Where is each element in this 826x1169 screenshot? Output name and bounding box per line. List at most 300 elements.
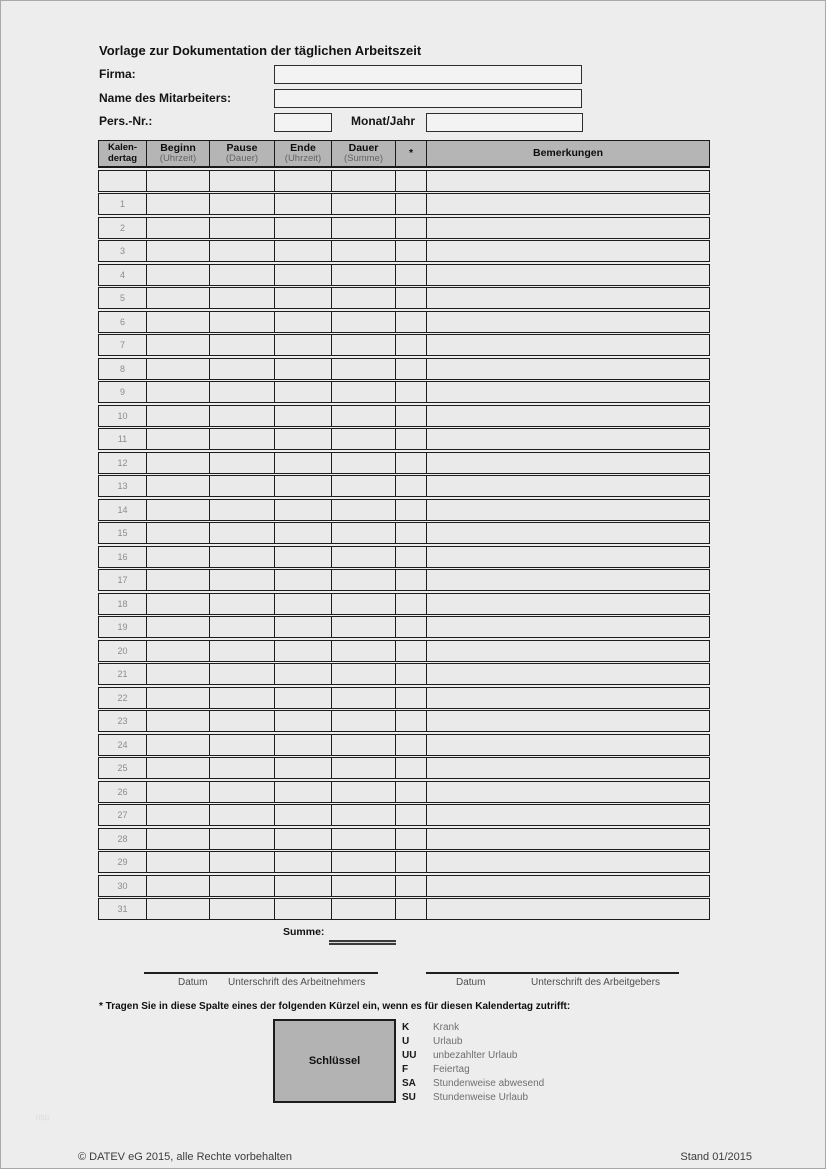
- name-mitarbeiter-input[interactable]: [274, 89, 582, 108]
- day-number-cell: 19: [99, 617, 147, 637]
- day-number-cell: 4: [99, 265, 147, 285]
- pause-entry-cell[interactable]: [210, 688, 275, 708]
- dauer-entry-cell[interactable]: [332, 852, 396, 872]
- kuerzel-entry-cell[interactable]: [396, 641, 427, 661]
- pause-entry-cell[interactable]: [210, 500, 275, 520]
- ende-entry-cell[interactable]: [275, 406, 332, 426]
- bemerkungen-entry-cell[interactable]: [427, 312, 709, 332]
- kuerzel-entry-cell[interactable]: [396, 594, 427, 614]
- summe-label: Summe:: [283, 926, 325, 938]
- pause-entry-cell[interactable]: [210, 288, 275, 308]
- legend-code: SU: [402, 1091, 416, 1103]
- kuerzel-entry-cell[interactable]: [396, 711, 427, 731]
- table-row-day-1: [98, 193, 710, 215]
- legend-description: Stundenweise abwesend: [433, 1077, 545, 1089]
- legend-code: U: [402, 1035, 410, 1047]
- pause-entry-cell[interactable]: [210, 594, 275, 614]
- col-header-asterisk: *: [396, 141, 427, 166]
- table-row-day-18: [98, 593, 710, 615]
- pause-entry-cell[interactable]: [210, 453, 275, 473]
- ende-entry-cell[interactable]: [275, 547, 332, 567]
- bemerkungen-entry-cell[interactable]: [427, 688, 709, 708]
- day-number-cell: 6: [99, 312, 147, 332]
- kuerzel-entry-cell[interactable]: [396, 852, 427, 872]
- legend-description: unbezahlter Urlaub: [433, 1049, 518, 1061]
- legend-item-U: [402, 1034, 652, 1048]
- table-row-day-26: [98, 781, 710, 803]
- signature-line-arbeitgeber[interactable]: [426, 972, 679, 974]
- table-row-day-6: [98, 311, 710, 333]
- dauer-entry-cell[interactable]: [332, 829, 396, 849]
- pause-entry-cell[interactable]: [210, 429, 275, 449]
- beginn-entry-cell[interactable]: [147, 265, 210, 285]
- day-number-cell: 25: [99, 758, 147, 778]
- ende-entry-cell[interactable]: [275, 711, 332, 731]
- kuerzel-entry-cell[interactable]: [396, 406, 427, 426]
- beginn-entry-cell[interactable]: [147, 876, 210, 896]
- kuerzel-entry-cell[interactable]: [396, 735, 427, 755]
- version-text: Stand 01/2015: [680, 1151, 752, 1163]
- kuerzel-entry-cell[interactable]: [396, 429, 427, 449]
- beginn-entry-cell[interactable]: [147, 711, 210, 731]
- table-row-day-2: [98, 217, 710, 239]
- ende-entry-cell[interactable]: [275, 429, 332, 449]
- ende-entry-cell[interactable]: [275, 453, 332, 473]
- table-row-day-24: [98, 734, 710, 756]
- pause-entry-cell[interactable]: [210, 171, 275, 191]
- beginn-entry-cell[interactable]: [147, 617, 210, 637]
- kuerzel-entry-cell[interactable]: [396, 288, 427, 308]
- day-number-cell: 22: [99, 688, 147, 708]
- pause-entry-cell[interactable]: [210, 852, 275, 872]
- kuerzel-entry-cell[interactable]: [396, 241, 427, 261]
- legend-code: SA: [402, 1077, 416, 1089]
- kuerzel-entry-cell[interactable]: [396, 829, 427, 849]
- table-row-blank: [98, 170, 710, 192]
- table-row-day-14: [98, 499, 710, 521]
- table-header-row: [98, 140, 710, 168]
- table-row-day-13: [98, 475, 710, 497]
- beginn-entry-cell[interactable]: [147, 335, 210, 355]
- pause-entry-cell[interactable]: [210, 876, 275, 896]
- col-header-pause: Pause (Dauer): [210, 141, 275, 166]
- beginn-entry-cell[interactable]: [147, 735, 210, 755]
- ende-entry-cell[interactable]: [275, 782, 332, 802]
- day-number-cell: 30: [99, 876, 147, 896]
- pause-entry-cell[interactable]: [210, 664, 275, 684]
- legend-item-F: [402, 1062, 652, 1076]
- day-number-cell: [99, 171, 147, 191]
- table-row-day-31: [98, 898, 710, 920]
- bemerkungen-entry-cell[interactable]: [427, 735, 709, 755]
- ende-entry-cell[interactable]: [275, 171, 332, 191]
- dauer-entry-cell[interactable]: [332, 711, 396, 731]
- table-body: [98, 170, 710, 921]
- ende-entry-cell[interactable]: [275, 852, 332, 872]
- kuerzel-entry-cell[interactable]: [396, 876, 427, 896]
- pause-entry-cell[interactable]: [210, 194, 275, 214]
- table-row-day-25: [98, 757, 710, 779]
- day-number-cell: 8: [99, 359, 147, 379]
- bemerkungen-entry-cell[interactable]: [427, 241, 709, 261]
- ende-entry-cell[interactable]: [275, 288, 332, 308]
- dauer-entry-cell[interactable]: [332, 359, 396, 379]
- table-row-day-22: [98, 687, 710, 709]
- ende-entry-cell[interactable]: [275, 617, 332, 637]
- day-number-cell: 3: [99, 241, 147, 261]
- dauer-entry-cell[interactable]: [332, 641, 396, 661]
- bemerkungen-entry-cell[interactable]: [427, 829, 709, 849]
- col-header-beginn: Beginn (Uhrzeit): [147, 141, 210, 166]
- ende-entry-cell[interactable]: [275, 876, 332, 896]
- ende-entry-cell[interactable]: [275, 335, 332, 355]
- kuerzel-entry-cell[interactable]: [396, 500, 427, 520]
- ende-entry-cell[interactable]: [275, 312, 332, 332]
- dauer-entry-cell[interactable]: [332, 876, 396, 896]
- firma-input[interactable]: [274, 65, 582, 84]
- day-number-cell: 2: [99, 218, 147, 238]
- col-header-bemerkungen: Bemerkungen: [532, 147, 604, 160]
- ende-entry-cell[interactable]: [275, 194, 332, 214]
- day-number-cell: 27: [99, 805, 147, 825]
- datum-label-left: Datum: [178, 977, 208, 988]
- persnr-input[interactable]: [274, 113, 332, 132]
- dauer-entry-cell[interactable]: [332, 805, 396, 825]
- bemerkungen-entry-cell[interactable]: [427, 359, 709, 379]
- pause-entry-cell[interactable]: [210, 617, 275, 637]
- bemerkungen-entry-cell[interactable]: [427, 664, 709, 684]
- day-number-cell: 11: [99, 429, 147, 449]
- day-number-cell: 20: [99, 641, 147, 661]
- pause-entry-cell[interactable]: [210, 382, 275, 402]
- bemerkungen-entry-cell[interactable]: [427, 218, 709, 238]
- bemerkungen-entry-cell[interactable]: [427, 805, 709, 825]
- pause-entry-cell[interactable]: [210, 523, 275, 543]
- table-row-day-21: [98, 663, 710, 685]
- day-number-cell: 10: [99, 406, 147, 426]
- col-header-ende: Ende (Uhrzeit): [275, 141, 332, 166]
- table-row-day-27: [98, 804, 710, 826]
- day-number-cell: 9: [99, 382, 147, 402]
- pause-entry-cell[interactable]: [210, 735, 275, 755]
- bemerkungen-entry-cell[interactable]: [427, 500, 709, 520]
- beginn-entry-cell[interactable]: [147, 641, 210, 661]
- kuerzel-entry-cell[interactable]: [396, 664, 427, 684]
- ende-entry-cell[interactable]: [275, 641, 332, 661]
- table-row-day-9: [98, 381, 710, 403]
- bemerkungen-entry-cell[interactable]: [427, 382, 709, 402]
- kuerzel-entry-cell[interactable]: [396, 617, 427, 637]
- table-row-day-20: [98, 640, 710, 662]
- ende-entry-cell[interactable]: [275, 688, 332, 708]
- table-row-day-8: [98, 358, 710, 380]
- bemerkungen-entry-cell[interactable]: [427, 335, 709, 355]
- table-row-day-15: [98, 522, 710, 544]
- dauer-entry-cell[interactable]: [332, 335, 396, 355]
- table-row-day-3: [98, 240, 710, 262]
- ende-entry-cell[interactable]: [275, 523, 332, 543]
- dauer-entry-cell[interactable]: [332, 735, 396, 755]
- day-number-cell: 14: [99, 500, 147, 520]
- beginn-entry-cell[interactable]: [147, 288, 210, 308]
- ende-entry-cell[interactable]: [275, 899, 332, 919]
- dauer-entry-cell[interactable]: [332, 617, 396, 637]
- dauer-entry-cell[interactable]: [332, 523, 396, 543]
- kuerzel-entry-cell[interactable]: [396, 899, 427, 919]
- dauer-entry-cell[interactable]: [332, 382, 396, 402]
- kuerzel-entry-cell[interactable]: [396, 476, 427, 496]
- legend-code: F: [402, 1063, 409, 1075]
- beginn-entry-cell[interactable]: [147, 594, 210, 614]
- beginn-entry-cell[interactable]: [147, 171, 210, 191]
- monat-jahr-input[interactable]: [426, 113, 583, 132]
- ende-entry-cell[interactable]: [275, 500, 332, 520]
- beginn-entry-cell[interactable]: [147, 476, 210, 496]
- pause-entry-cell[interactable]: [210, 359, 275, 379]
- pause-entry-cell[interactable]: [210, 641, 275, 661]
- bemerkungen-entry-cell[interactable]: [427, 288, 709, 308]
- legend-description: Stundenweise Urlaub: [433, 1091, 529, 1103]
- pause-entry-cell[interactable]: [210, 476, 275, 496]
- dauer-entry-cell[interactable]: [332, 758, 396, 778]
- day-number-cell: 5: [99, 288, 147, 308]
- legend-code: K: [402, 1021, 410, 1033]
- pause-entry-cell[interactable]: [210, 829, 275, 849]
- pause-entry-cell[interactable]: [210, 218, 275, 238]
- dauer-entry-cell[interactable]: [332, 218, 396, 238]
- ende-entry-cell[interactable]: [275, 382, 332, 402]
- dauer-entry-cell[interactable]: [332, 500, 396, 520]
- ende-entry-cell[interactable]: [275, 265, 332, 285]
- beginn-entry-cell[interactable]: [147, 688, 210, 708]
- pause-entry-cell[interactable]: [210, 312, 275, 332]
- bemerkungen-entry-cell[interactable]: [427, 594, 709, 614]
- beginn-entry-cell[interactable]: [147, 453, 210, 473]
- legend-description: Krank: [433, 1021, 460, 1033]
- beginn-entry-cell[interactable]: [147, 241, 210, 261]
- kuerzel-entry-cell[interactable]: [396, 688, 427, 708]
- beginn-entry-cell[interactable]: [147, 382, 210, 402]
- ende-entry-cell[interactable]: [275, 594, 332, 614]
- kuerzel-entry-cell[interactable]: [396, 265, 427, 285]
- dauer-entry-cell[interactable]: [332, 241, 396, 261]
- ende-entry-cell[interactable]: [275, 758, 332, 778]
- dauer-entry-cell[interactable]: [332, 453, 396, 473]
- table-row-day-19: [98, 616, 710, 638]
- bemerkungen-entry-cell[interactable]: [427, 641, 709, 661]
- firma-label: Firma:: [99, 67, 136, 81]
- kuerzel-entry-cell[interactable]: [396, 570, 427, 590]
- dauer-entry-cell[interactable]: [332, 194, 396, 214]
- day-number-cell: 13: [99, 476, 147, 496]
- day-number-cell: 21: [99, 664, 147, 684]
- table-row-day-7: [98, 334, 710, 356]
- bemerkungen-entry-cell[interactable]: [427, 171, 709, 191]
- kuerzel-entry-cell[interactable]: [396, 547, 427, 567]
- pause-entry-cell[interactable]: [210, 570, 275, 590]
- beginn-entry-cell[interactable]: [147, 829, 210, 849]
- table-row-day-12: [98, 452, 710, 474]
- pause-entry-cell[interactable]: [210, 782, 275, 802]
- day-number-cell: 1: [99, 194, 147, 214]
- name-mitarbeiter-label: Name des Mitarbeiters:: [99, 91, 232, 105]
- legend-code: UU: [402, 1049, 417, 1061]
- pause-entry-cell[interactable]: [210, 547, 275, 567]
- dauer-entry-cell[interactable]: [332, 899, 396, 919]
- bemerkungen-entry-cell[interactable]: [427, 194, 709, 214]
- bemerkungen-entry-cell[interactable]: [427, 876, 709, 896]
- pause-entry-cell[interactable]: [210, 899, 275, 919]
- asterisk-footnote: * Tragen Sie in diese Spalte eines der folgenden Kürzel ein, wenn es für diesen Kalendertag zutrifft:: [99, 1001, 571, 1012]
- beginn-entry-cell[interactable]: [147, 570, 210, 590]
- beginn-entry-cell[interactable]: [147, 500, 210, 520]
- table-row-day-23: [98, 710, 710, 732]
- bemerkungen-entry-cell[interactable]: [427, 758, 709, 778]
- beginn-entry-cell[interactable]: [147, 899, 210, 919]
- pause-entry-cell[interactable]: [210, 241, 275, 261]
- bemerkungen-entry-cell[interactable]: [427, 782, 709, 802]
- ende-entry-cell[interactable]: [275, 476, 332, 496]
- ende-entry-cell[interactable]: [275, 218, 332, 238]
- copyright-text: © DATEV eG 2015, alle Rechte vorbehalten: [78, 1151, 292, 1163]
- kuerzel-entry-cell[interactable]: [396, 359, 427, 379]
- table-row-day-30: [98, 875, 710, 897]
- beginn-entry-cell[interactable]: [147, 359, 210, 379]
- bemerkungen-entry-cell[interactable]: [427, 852, 709, 872]
- dauer-entry-cell[interactable]: [332, 429, 396, 449]
- kuerzel-entry-cell[interactable]: [396, 453, 427, 473]
- kuerzel-entry-cell[interactable]: [396, 805, 427, 825]
- ende-entry-cell[interactable]: [275, 829, 332, 849]
- ende-entry-cell[interactable]: [275, 359, 332, 379]
- table-row-day-29: [98, 851, 710, 873]
- day-number-cell: 7: [99, 335, 147, 355]
- table-row-day-28: [98, 828, 710, 850]
- pause-entry-cell[interactable]: [210, 406, 275, 426]
- legend-item-K: [402, 1020, 652, 1034]
- monat-jahr-label: Monat/Jahr: [351, 114, 416, 128]
- signature-line-arbeitnehmer[interactable]: [144, 972, 378, 974]
- schluessel-label: Schlüssel: [308, 1055, 361, 1067]
- dauer-entry-cell[interactable]: [332, 570, 396, 590]
- schluessel-legend-list: [402, 1020, 652, 1104]
- summe-total-line[interactable]: [329, 940, 396, 945]
- bemerkungen-entry-cell[interactable]: [427, 523, 709, 543]
- table-row-day-10: [98, 405, 710, 427]
- col-header-dauer: Dauer (Summe): [332, 141, 396, 166]
- beginn-entry-cell[interactable]: [147, 194, 210, 214]
- dauer-entry-cell[interactable]: [332, 664, 396, 684]
- bemerkungen-entry-cell[interactable]: [427, 476, 709, 496]
- unterschrift-arbeitgeber-label: Unterschrift des Arbeitgebers: [531, 977, 660, 988]
- beginn-entry-cell[interactable]: [147, 312, 210, 332]
- ende-entry-cell[interactable]: [275, 241, 332, 261]
- kuerzel-entry-cell[interactable]: [396, 758, 427, 778]
- dauer-entry-cell[interactable]: [332, 594, 396, 614]
- bemerkungen-entry-cell[interactable]: [427, 265, 709, 285]
- col-header-kalendertag: Kalen- dertag: [99, 141, 147, 166]
- dauer-entry-cell[interactable]: [332, 688, 396, 708]
- day-number-cell: 24: [99, 735, 147, 755]
- pause-entry-cell[interactable]: [210, 758, 275, 778]
- pause-entry-cell[interactable]: [210, 711, 275, 731]
- legend-item-SU: [402, 1090, 652, 1104]
- pause-entry-cell[interactable]: [210, 805, 275, 825]
- beginn-entry-cell[interactable]: [147, 852, 210, 872]
- table-row-day-17: [98, 569, 710, 591]
- unterschrift-arbeitnehmer-label: Unterschrift des Arbeitnehmers: [228, 977, 366, 988]
- ende-entry-cell[interactable]: [275, 664, 332, 684]
- dauer-entry-cell[interactable]: [332, 312, 396, 332]
- pause-entry-cell[interactable]: [210, 265, 275, 285]
- kuerzel-entry-cell[interactable]: [396, 194, 427, 214]
- dauer-entry-cell[interactable]: [332, 476, 396, 496]
- day-number-cell: 18: [99, 594, 147, 614]
- bemerkungen-entry-cell[interactable]: [427, 547, 709, 567]
- day-number-cell: 29: [99, 852, 147, 872]
- day-number-cell: 17: [99, 570, 147, 590]
- kuerzel-entry-cell[interactable]: [396, 523, 427, 543]
- schluessel-box: [273, 1019, 396, 1103]
- dauer-entry-cell[interactable]: [332, 171, 396, 191]
- bemerkungen-entry-cell[interactable]: [427, 406, 709, 426]
- bemerkungen-entry-cell[interactable]: [427, 570, 709, 590]
- bemerkungen-entry-cell[interactable]: [427, 711, 709, 731]
- ende-entry-cell[interactable]: [275, 570, 332, 590]
- dauer-entry-cell[interactable]: [332, 265, 396, 285]
- ende-entry-cell[interactable]: [275, 735, 332, 755]
- dauer-entry-cell[interactable]: [332, 406, 396, 426]
- day-number-cell: 23: [99, 711, 147, 731]
- day-number-cell: 16: [99, 547, 147, 567]
- pause-entry-cell[interactable]: [210, 335, 275, 355]
- beginn-entry-cell[interactable]: [147, 547, 210, 567]
- kuerzel-entry-cell[interactable]: [396, 382, 427, 402]
- beginn-entry-cell[interactable]: [147, 523, 210, 543]
- datum-label-right: Datum: [456, 977, 486, 988]
- day-number-cell: 31: [99, 899, 147, 919]
- beginn-entry-cell[interactable]: [147, 805, 210, 825]
- legend-description: Urlaub: [433, 1035, 463, 1047]
- beginn-entry-cell[interactable]: [147, 664, 210, 684]
- worktime-table: [98, 140, 710, 920]
- bemerkungen-entry-cell[interactable]: [427, 429, 709, 449]
- beginn-entry-cell[interactable]: [147, 429, 210, 449]
- beginn-entry-cell[interactable]: [147, 406, 210, 426]
- legend-item-SA: [402, 1076, 652, 1090]
- table-row-day-4: [98, 264, 710, 286]
- beginn-entry-cell[interactable]: [147, 782, 210, 802]
- ende-entry-cell[interactable]: [275, 805, 332, 825]
- legend-item-UU: [402, 1048, 652, 1062]
- kuerzel-entry-cell[interactable]: [396, 171, 427, 191]
- table-row-day-5: [98, 287, 710, 309]
- dauer-entry-cell[interactable]: [332, 547, 396, 567]
- page-title: Vorlage zur Dokumentation der täglichen Arbeitszeit: [99, 43, 422, 58]
- bemerkungen-entry-cell[interactable]: [427, 899, 709, 919]
- kuerzel-entry-cell[interactable]: [396, 782, 427, 802]
- kuerzel-entry-cell[interactable]: [396, 218, 427, 238]
- dauer-entry-cell[interactable]: [332, 288, 396, 308]
- dauer-entry-cell[interactable]: [332, 782, 396, 802]
- kuerzel-entry-cell[interactable]: [396, 312, 427, 332]
- kuerzel-entry-cell[interactable]: [396, 335, 427, 355]
- bemerkungen-entry-cell[interactable]: [427, 617, 709, 637]
- beginn-entry-cell[interactable]: [147, 218, 210, 238]
- beginn-entry-cell[interactable]: [147, 758, 210, 778]
- day-number-cell: 28: [99, 829, 147, 849]
- bemerkungen-entry-cell[interactable]: [427, 453, 709, 473]
